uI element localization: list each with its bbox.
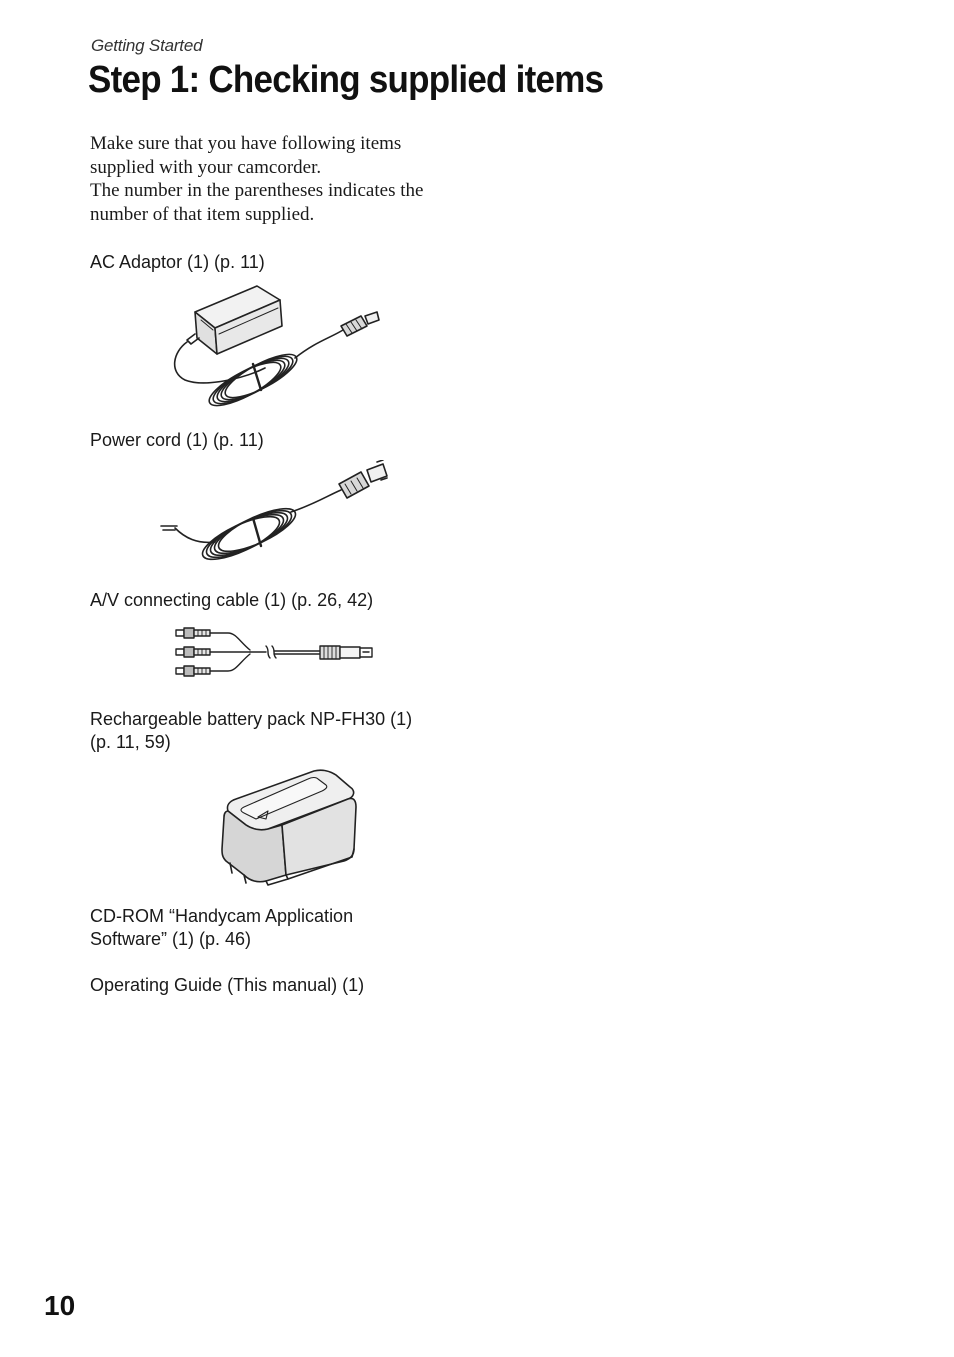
intro-paragraph (90, 132, 470, 226)
ac-adaptor-illustration (165, 282, 385, 414)
intro-line: supplied with your camcorder. (90, 156, 322, 178)
intro-line: number of that item supplied. (90, 203, 315, 225)
item-av-cable-label: A/V connecting cable (1) (p. 26, 42) (90, 590, 374, 610)
section-label: Getting Started (91, 36, 203, 55)
item-power-cord-label: Power cord (1) (p. 11) (90, 430, 264, 450)
page-number: 10 (44, 1290, 76, 1321)
battery-pack-illustration (218, 765, 363, 887)
item-ac-adaptor-label: AC Adaptor (1) (p. 11) (90, 252, 265, 272)
item-battery-label (90, 708, 470, 753)
item-cdrom-label (90, 905, 470, 950)
intro-line: The number in the parentheses indicates the (90, 180, 424, 201)
item-operating-guide-label: Operating Guide (This manual) (1) (90, 975, 365, 995)
power-cord-illustration (155, 460, 395, 572)
page-title: Step 1: Checking supplied items (88, 59, 604, 101)
av-cable-illustration (170, 622, 385, 682)
cdrom-label-line: Software” (1) (p. 46) (90, 928, 252, 949)
battery-label-line: (p. 11, 59) (90, 731, 171, 752)
cdrom-label-line: CD-ROM “Handycam Application (90, 906, 354, 926)
intro-line: Make sure that you have following items (90, 133, 402, 154)
battery-label-line: Rechargeable battery pack NP-FH30 (1) (90, 709, 413, 729)
